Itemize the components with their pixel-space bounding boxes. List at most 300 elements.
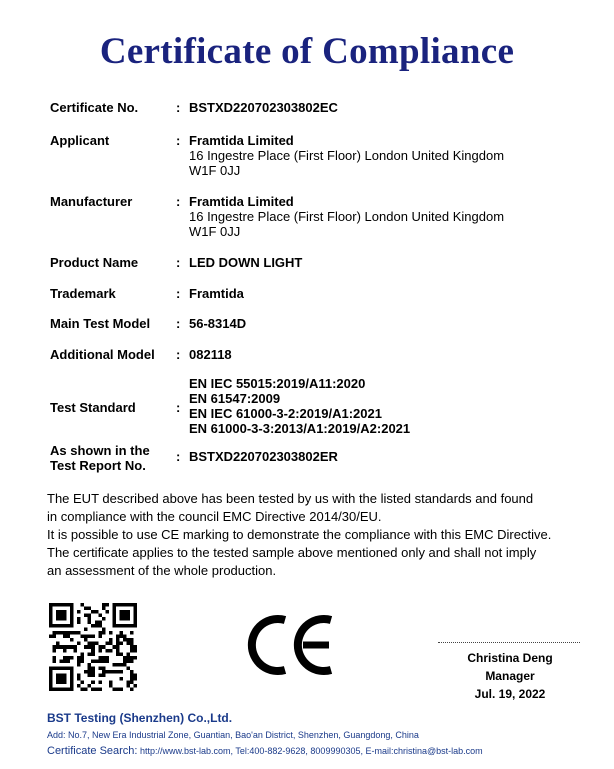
qr-module: [67, 666, 71, 670]
qr-module: [63, 656, 67, 660]
test-standard-item: EN IEC 61000-3-2:2019/A1:2021: [189, 406, 382, 421]
qr-module: [133, 610, 137, 614]
colon: :: [176, 255, 181, 270]
qr-module: [84, 628, 88, 632]
qr-module: [112, 614, 116, 618]
qr-module: [91, 645, 95, 649]
signatory-name: Christina Deng: [467, 651, 553, 665]
qr-module: [119, 635, 123, 639]
qr-module: [74, 649, 78, 653]
qr-module: [91, 635, 95, 639]
test-standard-item: EN 61000-3-3:2013/A1:2019/A2:2021: [189, 421, 411, 436]
qr-module: [123, 617, 127, 621]
applicant-label: Applicant: [50, 133, 110, 148]
qr-module: [49, 603, 53, 607]
qr-module: [98, 624, 102, 628]
test-standard-item: EN 61547:2009: [189, 391, 281, 406]
qr-module: [119, 687, 123, 691]
applicant-address-line1: 16 Ingestre Place (First Floor) London United Kingdom: [189, 148, 505, 163]
qr-module: [126, 614, 130, 618]
qr-module: [88, 684, 92, 688]
qr-module: [60, 603, 64, 607]
qr-module: [126, 652, 130, 656]
signature-line: [438, 642, 580, 643]
signatory-title: Manager: [485, 669, 535, 683]
qr-module: [102, 666, 106, 670]
qr-module: [98, 631, 102, 635]
qr-module: [116, 687, 120, 691]
qr-module: [133, 677, 137, 681]
qr-module: [123, 663, 127, 667]
qr-module: [63, 645, 67, 649]
qr-module: [67, 659, 71, 663]
qr-module: [123, 624, 127, 628]
qr-module: [60, 610, 64, 614]
qr-module: [105, 603, 109, 607]
qr-module: [53, 666, 57, 670]
qr-module: [133, 614, 137, 618]
qr-module: [105, 670, 109, 674]
qr-module: [70, 645, 74, 649]
qr-module: [88, 663, 92, 667]
qr-module: [102, 603, 106, 607]
certificate-title: Certificate of Compliance: [99, 31, 515, 72]
qr-module: [112, 645, 116, 649]
qr-module: [53, 645, 57, 649]
qr-module: [126, 603, 130, 607]
test-report-label-line1: As shown in the: [50, 443, 150, 458]
qr-module: [60, 666, 64, 670]
qr-module: [70, 684, 74, 688]
qr-module: [123, 610, 127, 614]
qr-module: [126, 656, 130, 660]
footer-address: Add: No.7, New Era Industrial Zone, Guantian, Bao'an District, Shenzhen, Guangdong, China: [47, 730, 419, 740]
qr-module: [119, 670, 123, 674]
qr-module: [130, 642, 134, 646]
footer-company: BST Testing (Shenzhen) Co.,Ltd.: [47, 711, 233, 725]
qr-module: [84, 670, 88, 674]
qr-module: [105, 656, 109, 660]
qr-module: [116, 670, 120, 674]
footer-search: [47, 745, 483, 757]
qr-module: [70, 656, 74, 660]
qr-module: [70, 614, 74, 618]
qr-module: [130, 656, 134, 660]
qr-module: [133, 673, 137, 677]
qr-module: [56, 673, 60, 677]
qr-module: [102, 659, 106, 663]
qr-module: [60, 631, 64, 635]
qr-module: [81, 603, 85, 607]
qr-module: [77, 656, 81, 660]
qr-module: [116, 652, 120, 656]
qr-module: [67, 635, 71, 639]
qr-module: [49, 624, 53, 628]
qr-module: [67, 687, 71, 691]
additional-model-value: 082118: [189, 347, 232, 362]
qr-module: [98, 656, 102, 660]
qr-module: [98, 659, 102, 663]
qr-module: [49, 621, 53, 625]
colon: :: [176, 400, 181, 415]
qr-module: [123, 635, 127, 639]
qr-module: [98, 614, 102, 618]
qr-module: [63, 614, 67, 618]
qr-module: [123, 603, 127, 607]
qr-module: [56, 645, 60, 649]
qr-module: [102, 670, 106, 674]
test-report-label: [50, 443, 150, 473]
qr-module: [63, 635, 67, 639]
qr-module: [77, 684, 81, 688]
qr-module: [88, 621, 92, 625]
qr-module: [60, 680, 64, 684]
qr-module: [88, 614, 92, 618]
qr-module: [53, 659, 57, 663]
qr-module: [70, 603, 74, 607]
qr-module: [49, 677, 53, 681]
qr-module: [56, 617, 60, 621]
qr-module: [60, 659, 64, 663]
qr-module: [98, 645, 102, 649]
qr-module: [105, 659, 109, 663]
qr-module: [63, 603, 67, 607]
manufacturer-label: Manufacturer: [50, 194, 133, 209]
qr-module: [95, 621, 99, 625]
test-report-label-line2: Test Report No.: [50, 458, 146, 473]
signature-date: Jul. 19, 2022: [474, 687, 546, 701]
qr-module: [133, 645, 137, 649]
qr-module: [81, 687, 85, 691]
qr-module: [60, 673, 64, 677]
qr-module: [98, 687, 102, 691]
qr-module: [126, 610, 130, 614]
qr-module: [112, 624, 116, 628]
qr-module: [119, 610, 123, 614]
qr-module: [130, 687, 134, 691]
qr-module: [63, 617, 67, 621]
qr-module: [63, 610, 67, 614]
qr-module: [109, 680, 113, 684]
qr-module: [60, 624, 64, 628]
colon: :: [176, 133, 181, 148]
qr-module: [77, 673, 81, 677]
qr-module: [56, 610, 60, 614]
test-report-value: BSTXD220702303802ER: [189, 449, 338, 464]
qr-module: [53, 656, 57, 660]
qr-module: [63, 677, 67, 681]
qr-module: [77, 677, 81, 681]
qr-code: [49, 603, 137, 691]
qr-module: [95, 642, 99, 646]
qr-module: [119, 663, 123, 667]
qr-module: [105, 642, 109, 646]
qr-module: [133, 656, 137, 660]
qr-module: [60, 687, 64, 691]
qr-module: [95, 610, 99, 614]
qr-module: [81, 635, 85, 639]
qr-module: [119, 631, 123, 635]
qr-module: [109, 642, 113, 646]
qr-module: [49, 684, 53, 688]
qr-module: [56, 631, 60, 635]
qr-module: [84, 635, 88, 639]
qr-module: [91, 680, 95, 684]
ce-mark-logo: [245, 612, 337, 678]
qr-module: [49, 607, 53, 611]
qr-module: [126, 666, 130, 670]
qr-module: [102, 656, 106, 660]
qr-module: [77, 642, 81, 646]
qr-module: [88, 642, 92, 646]
qr-module: [133, 621, 137, 625]
qr-module: [130, 645, 134, 649]
qr-module: [53, 624, 57, 628]
qr-module: [109, 631, 113, 635]
qr-module: [98, 680, 102, 684]
certificate-search-label: Certificate Search:: [47, 745, 138, 757]
test-standard-values: [189, 376, 410, 436]
qr-module: [63, 649, 67, 653]
qr-module: [126, 680, 130, 684]
compliance-statement: [47, 490, 582, 580]
qr-module: [116, 624, 120, 628]
qr-module: [133, 684, 137, 688]
qr-module: [63, 687, 67, 691]
qr-module: [60, 645, 64, 649]
qr-module: [112, 617, 116, 621]
qr-module: [63, 659, 67, 663]
qr-module: [70, 670, 74, 674]
qr-module: [119, 642, 123, 646]
qr-module: [56, 614, 60, 618]
qr-module: [116, 663, 120, 667]
statement-line: an assessment of the whole production.: [47, 563, 277, 578]
qr-module: [91, 610, 95, 614]
colon: :: [176, 194, 181, 209]
qr-module: [74, 645, 78, 649]
main-test-model-label: Main Test Model: [50, 316, 151, 331]
qr-module: [67, 656, 71, 660]
product-name-label: Product Name: [50, 255, 139, 270]
qr-module: [91, 670, 95, 674]
qr-module: [84, 638, 88, 642]
qr-module: [91, 673, 95, 677]
certificate-no-value: BSTXD220702303802EC: [189, 100, 338, 115]
qr-module: [53, 631, 57, 635]
qr-module: [133, 617, 137, 621]
qr-module: [77, 659, 81, 663]
qr-module: [56, 666, 60, 670]
qr-module: [56, 642, 60, 646]
qr-module: [95, 687, 99, 691]
qr-module: [130, 638, 134, 642]
qr-module: [91, 649, 95, 653]
qr-module: [112, 687, 116, 691]
qr-module: [56, 624, 60, 628]
qr-module: [116, 638, 120, 642]
qr-module: [126, 642, 130, 646]
qr-module: [70, 631, 74, 635]
qr-module: [49, 670, 53, 674]
applicant-address-line2: W1F 0JJ: [189, 163, 241, 178]
applicant-value: [189, 133, 504, 178]
qr-module: [98, 666, 102, 670]
qr-module: [102, 607, 106, 611]
qr-module: [130, 649, 134, 653]
qr-module: [126, 638, 130, 642]
qr-module: [70, 666, 74, 670]
qr-module: [130, 631, 134, 635]
qr-module: [95, 624, 99, 628]
qr-module: [119, 614, 123, 618]
qr-module: [70, 624, 74, 628]
qr-module: [49, 673, 53, 677]
qr-module: [77, 617, 81, 621]
qr-module: [70, 607, 74, 611]
colon: :: [176, 316, 181, 331]
qr-module: [116, 645, 120, 649]
qr-module: [88, 652, 92, 656]
qr-module: [112, 663, 116, 667]
qr-module: [102, 631, 106, 635]
trademark-label: Trademark: [50, 286, 116, 301]
qr-module: [60, 614, 64, 618]
qr-module: [123, 659, 127, 663]
main-test-model-value: 56-8314D: [189, 316, 247, 331]
qr-module: [53, 635, 57, 639]
qr-module: [119, 603, 123, 607]
qr-module: [56, 680, 60, 684]
qr-module: [53, 649, 57, 653]
qr-module: [126, 659, 130, 663]
qr-module: [74, 631, 78, 635]
qr-module: [49, 687, 53, 691]
qr-module: [49, 617, 53, 621]
qr-module: [63, 624, 67, 628]
qr-module: [91, 652, 95, 656]
qr-module: [133, 624, 137, 628]
qr-module: [70, 677, 74, 681]
qr-module: [70, 617, 74, 621]
qr-module: [116, 603, 120, 607]
qr-module: [126, 617, 130, 621]
qr-module: [98, 649, 102, 653]
qr-module: [130, 673, 134, 677]
qr-module: [109, 670, 113, 674]
qr-module: [67, 631, 71, 635]
qr-module: [119, 652, 123, 656]
qr-module: [126, 624, 130, 628]
colon: :: [176, 100, 181, 115]
qr-module: [88, 607, 92, 611]
colon: :: [176, 347, 181, 362]
qr-module: [56, 677, 60, 681]
qr-module: [123, 656, 127, 660]
qr-module: [81, 680, 85, 684]
qr-module: [88, 645, 92, 649]
qr-module: [119, 617, 123, 621]
qr-module: [53, 603, 57, 607]
qr-module: [109, 649, 113, 653]
qr-module: [63, 666, 67, 670]
qr-module: [49, 610, 53, 614]
qr-module: [98, 621, 102, 625]
test-standard-item: EN IEC 55015:2019/A11:2020: [189, 376, 366, 391]
qr-module: [88, 666, 92, 670]
statement-line: in compliance with the council EMC Directive 2014/30/EU.: [47, 509, 382, 524]
qr-module: [98, 673, 102, 677]
qr-module: [105, 649, 109, 653]
qr-module: [81, 656, 85, 660]
footer-contact-info[interactable]: http://www.bst-lab.com, Tel:400-882-9628, 8009990305, E-mail:christina@bst-lab.com: [140, 746, 483, 756]
qr-module: [60, 617, 64, 621]
qr-module: [112, 610, 116, 614]
qr-module: [98, 635, 102, 639]
qr-module: [130, 624, 134, 628]
qr-module: [112, 607, 116, 611]
qr-module: [84, 607, 88, 611]
qr-module: [67, 624, 71, 628]
qr-module: [49, 614, 53, 618]
qr-module: [126, 684, 130, 688]
qr-module: [119, 677, 123, 681]
manufacturer-name: Framtida Limited: [189, 194, 294, 209]
qr-module: [133, 603, 137, 607]
qr-module: [102, 645, 106, 649]
qr-module: [116, 649, 120, 653]
qr-module: [77, 631, 81, 635]
qr-module: [56, 603, 60, 607]
qr-module: [91, 642, 95, 646]
additional-model-label: Additional Model: [50, 347, 155, 362]
qr-module: [130, 677, 134, 681]
qr-module: [77, 610, 81, 614]
manufacturer-address-line1: 16 Ingestre Place (First Floor) London United Kingdom: [189, 209, 505, 224]
qr-module: [123, 614, 127, 618]
qr-module: [88, 670, 92, 674]
qr-module: [112, 670, 116, 674]
qr-module: [95, 659, 99, 663]
qr-module: [77, 663, 81, 667]
qr-module: [70, 673, 74, 677]
colon: :: [176, 286, 181, 301]
qr-module: [70, 680, 74, 684]
qr-module: [130, 659, 134, 663]
qr-module: [63, 680, 67, 684]
qr-module: [67, 645, 71, 649]
qr-module: [88, 635, 92, 639]
qr-module: [56, 687, 60, 691]
statement-line: The certificate applies to the tested sample above mentioned only and shall not imply: [47, 545, 537, 560]
qr-module: [116, 642, 120, 646]
manufacturer-address-line2: W1F 0JJ: [189, 224, 241, 239]
qr-module: [102, 617, 106, 621]
qr-module: [109, 684, 113, 688]
qr-module: [91, 666, 95, 670]
qr-module: [70, 687, 74, 691]
qr-module: [84, 614, 88, 618]
qr-module: [130, 670, 134, 674]
qr-module: [133, 649, 137, 653]
qr-module: [81, 652, 85, 656]
qr-module: [119, 624, 123, 628]
qr-module: [84, 687, 88, 691]
qr-module: [91, 624, 95, 628]
qr-module: [112, 603, 116, 607]
qr-module: [67, 603, 71, 607]
qr-module: [49, 635, 53, 639]
